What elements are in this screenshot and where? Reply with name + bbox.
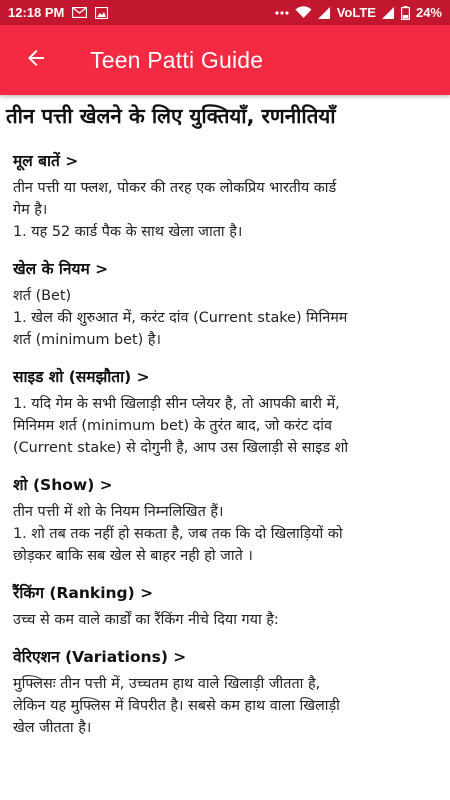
section-heading-basics[interactable]: मूल बातें >: [13, 152, 79, 170]
wifi-icon: [295, 6, 312, 19]
section-body: [13, 177, 440, 243]
app-title: Teen Patti Guide: [90, 46, 264, 73]
body-line: लेकिन यह मुफ्लिस में विपरीत है। सबसे कम हाथ वाला खिलाड़ी: [13, 698, 340, 714]
arrow-left-icon: [24, 46, 48, 74]
body-line: शर्त (Bet): [13, 288, 72, 304]
content: [0, 95, 450, 800]
photo-icon: [95, 7, 108, 19]
back-button[interactable]: [8, 32, 64, 88]
status-bar: [0, 0, 450, 25]
body-line: खेल जीतता है।: [13, 720, 92, 736]
status-left: [8, 5, 108, 20]
app-bar: [0, 25, 450, 95]
body-line: 1. खेल की शुरुआत में, करंट दांव (Current stake) मिनिमम: [13, 310, 348, 326]
page-title: तीन पत्ती खेलने के लिए युक्तियाँ, रणनीतियाँ: [6, 104, 336, 128]
status-right: [275, 5, 442, 20]
section-heading-ranking[interactable]: रैंकिंग (Ranking) >: [13, 584, 154, 602]
status-time: 12:18 PM: [8, 5, 65, 20]
section-variations: [13, 645, 440, 739]
section-heading-rules[interactable]: खेल के नियम >: [13, 260, 109, 278]
section-body: [13, 609, 440, 631]
body-line: शर्त (minimum bet) है।: [13, 332, 161, 348]
network-label: VoLTE: [336, 5, 376, 20]
body-line: तीन पत्ती या फ्लश, पोकर की तरह एक लोकप्रिय भारतीय कार्ड: [13, 180, 337, 196]
body-line: मुफ्लिसः तीन पत्ती में, उच्चतम हाथ वाले खिलाड़ी जीतता है,: [13, 676, 321, 692]
section-heading-show[interactable]: शो (Show) >: [13, 476, 113, 494]
section-side-show: [13, 365, 440, 459]
section-ranking: [13, 581, 440, 631]
section-show: [13, 473, 440, 567]
signal-icon-2: [382, 7, 395, 19]
body-line: उच्च से कम वाले कार्डों का रैंकिंग नीचे दिया गया है:: [13, 612, 279, 628]
body-line: 1. यह 52 कार्ड पैक के साथ खेला जाता है।: [13, 224, 243, 240]
section-body: [13, 673, 440, 739]
body-line: (Current stake) से दोगुनी है, आप उस खिलाड़ी से साइड शो: [13, 440, 349, 456]
mail-icon: [72, 7, 87, 18]
signal-icon: [318, 7, 331, 19]
body-line: गेम है।: [13, 202, 48, 218]
body-line: मिनिमम शर्त (minimum bet) के तुरंत बाद, जो करंट दांव: [13, 418, 333, 434]
section-body: [13, 285, 440, 351]
body-line: 1. शो तब तक नहीं हो सकता है, जब तक कि दो खिलाड़ियों को: [13, 526, 343, 542]
battery-icon: [401, 6, 410, 20]
section-basics: [13, 149, 440, 243]
section-body: [13, 393, 440, 459]
section-heading-side-show[interactable]: साइड शो (समझौता) >: [13, 368, 150, 386]
body-line: तीन पत्ती में शो के नियम निम्नलिखित हैं।: [13, 504, 224, 520]
more-icon: [275, 11, 289, 15]
body-line: छोड़कर बाकि सब खेल से बाहर नही हो जाते ।: [13, 548, 253, 564]
section-heading-variations[interactable]: वेरिएशन (Variations) >: [13, 648, 187, 666]
body-line: 1. यदि गेम के सभी खिलाड़ी सीन प्लेयर है, तो आपकी बारी में,: [13, 396, 340, 412]
section-body: [13, 501, 440, 567]
section-rules: [13, 257, 440, 351]
battery-percent: 24%: [415, 5, 442, 20]
